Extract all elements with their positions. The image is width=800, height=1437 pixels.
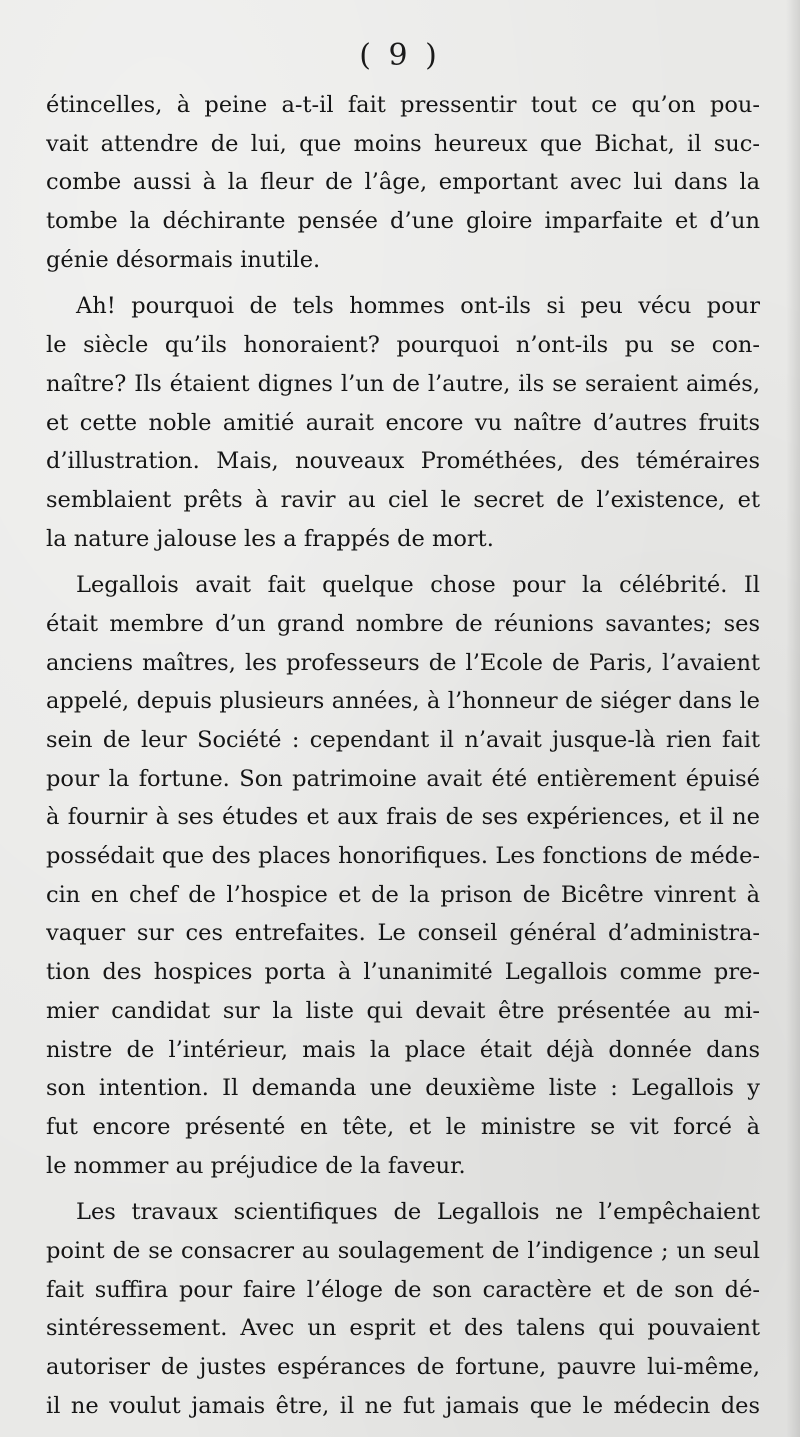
text-line: Les travaux scientifiques de Legallois ne l’empêchaient <box>76 1199 760 1226</box>
text-line: point de se consacrer au soulagement de l’indigence ; un seul <box>46 1237 760 1264</box>
text-line: et cette noble amitié aurait encore vu naître d’autres fruits <box>46 409 760 436</box>
text-line: fait suffira pour faire l’éloge de son caractère et de son dé- <box>46 1276 760 1303</box>
paragraph <box>46 566 760 1185</box>
text-line: il ne voulut jamais être, il ne fut jamais que le médecin des <box>46 1392 760 1419</box>
text-line: vaquer sur ces entrefaites. Le conseil général d’administra- <box>46 920 760 947</box>
text-line: appelé, depuis plusieurs années, à l’honneur de siéger dans le <box>46 688 760 715</box>
text-line: anciens maîtres, les professeurs de l’Ecole de Paris, l’avaient <box>46 649 760 676</box>
text-line: était membre d’un grand nombre de réunions savantes; ses <box>46 610 760 637</box>
text-line: vait attendre de lui, que moins heureux que Bichat, il suc- <box>46 130 760 157</box>
paragraph <box>46 1193 760 1425</box>
text-line: son intention. Il demanda une deuxième liste : Legallois y <box>46 1075 760 1102</box>
text-line: le nommer au préjudice de la faveur. <box>46 1152 466 1179</box>
text-line: fut encore présenté en tête, et le ministre se vit forcé à <box>46 1113 760 1140</box>
text-line: semblaient prêts à ravir au ciel le secret de l’existence, et <box>46 486 760 513</box>
text-line: possédait que des places honorifiques. Les fonctions de méde- <box>46 843 760 870</box>
text-line: génie désormais inutile. <box>46 246 321 273</box>
text-line: d’illustration. Mais, nouveaux Prométhées, des téméraires <box>46 448 760 475</box>
text-line: à fournir à ses études et aux frais de ses expériences, et il ne <box>46 804 760 831</box>
text-line: naître? Ils étaient dignes l’un de l’autre, ils se seraient aimés, <box>46 370 760 397</box>
paragraph <box>46 287 760 558</box>
text-line: sein de leur Société : cependant il n’avait jusque-là rien fait <box>46 727 760 753</box>
text-line: tombe la déchirante pensée d’une gloire imparfaite et d’un <box>46 208 760 235</box>
text-line: sintéressement. Avec un esprit et des talens qui pouvaient <box>46 1315 760 1342</box>
paragraph <box>46 86 760 279</box>
text-line: cin en chef de l’hospice et de la prison de Bicêtre vinrent à <box>46 881 760 908</box>
text-line: étincelles, à peine a-t-il fait pressentir tout ce qu’on pou- <box>46 92 760 118</box>
text-line: Ah! pourquoi de tels hommes ont-ils si peu vécu pour <box>76 293 760 320</box>
text-line: la nature jalouse les a frappés de mort. <box>46 525 494 552</box>
text-line: mier candidat sur la liste qui devait être présentée au mi- <box>46 997 760 1024</box>
page-number: ( 9 ) <box>359 38 441 73</box>
body-text <box>46 86 760 1425</box>
text-line: le siècle qu’ils honoraient? pourquoi n’ont-ils pu se con- <box>46 332 760 359</box>
text-line: tion des hospices porta à l’unanimité Legallois comme pre- <box>46 959 760 986</box>
text-line: combe aussi à la fleur de l’âge, emportant avec lui dans la <box>46 169 760 196</box>
text-line: pour la fortune. Son patrimoine avait été entièrement épuisé <box>46 765 760 792</box>
text-line: Legallois avait fait quelque chose pour la célébrité. Il <box>76 572 760 599</box>
text-line: nistre de l’intérieur, mais la place était déjà donnée dans <box>46 1036 760 1063</box>
page-edge-shadow <box>786 0 800 1437</box>
text-line: autoriser de justes espérances de fortune, pauvre lui-même, <box>46 1354 760 1380</box>
